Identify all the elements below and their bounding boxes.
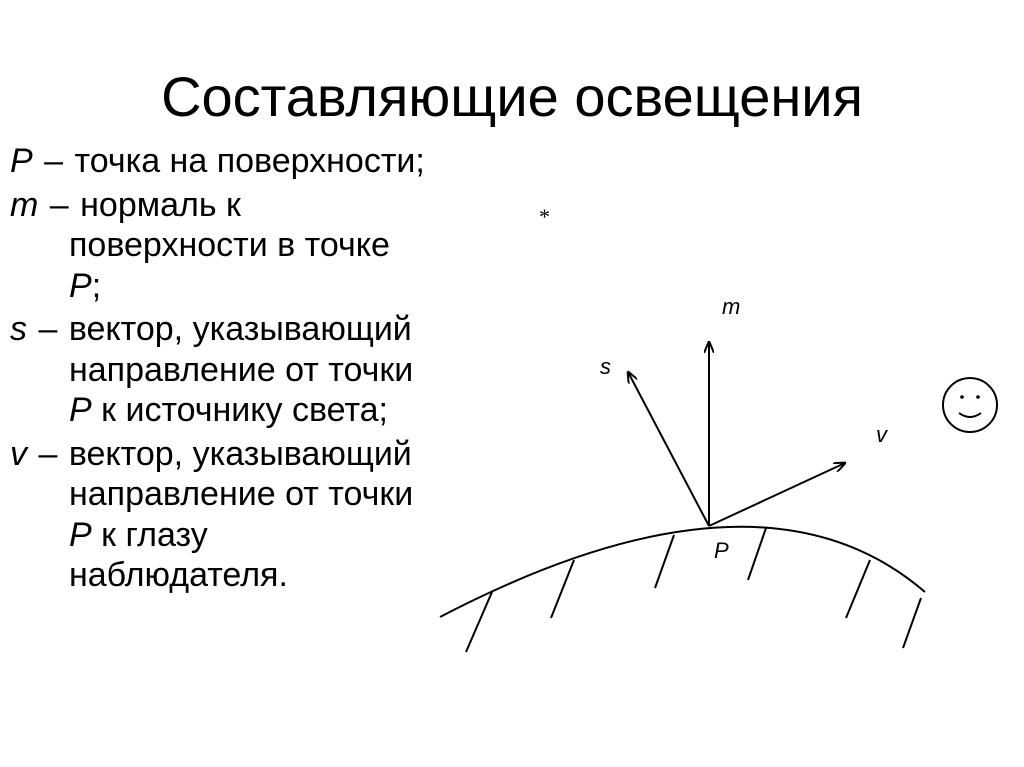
definition-m-text: нормаль к поверхности в точке (69, 185, 390, 264)
hatch-mark (551, 560, 574, 618)
hatch-mark (903, 598, 921, 648)
label-m: m (722, 294, 741, 319)
dash: – (49, 185, 69, 224)
symbol-p-inline: P (69, 391, 92, 429)
asterisk-light-source-icon: * (539, 204, 550, 229)
smiley-face-icon (943, 378, 997, 432)
light-vector-s (628, 372, 709, 526)
slide-title: Составляющие освещения (161, 65, 863, 128)
hatch-mark (846, 560, 870, 618)
symbol-p-inline: P (69, 266, 92, 305)
dash: – (44, 142, 64, 180)
smiley-eye-left (960, 395, 964, 399)
symbol-s: s (10, 310, 27, 348)
definition-s-after: к источнику света; (101, 391, 388, 429)
definition-s-text: вектор, указывающий направление от точки (68, 310, 414, 389)
label-p: P (714, 538, 729, 563)
hatch-mark (655, 535, 674, 588)
symbol-v: v (10, 434, 27, 473)
label-v: v (876, 422, 887, 447)
hatch-mark (748, 528, 766, 580)
dash: – (38, 310, 58, 348)
symbol-m: m (10, 185, 39, 224)
view-vector-v (709, 463, 845, 526)
smiley-eye-right (976, 395, 980, 399)
label-s: s (600, 354, 611, 379)
definition-v-text: вектор, указывающий направление от точки (68, 434, 414, 513)
symbol-p: P (10, 142, 33, 180)
smiley-face-outline (943, 378, 997, 432)
dash: – (38, 434, 58, 473)
definition-m-tail: ; (91, 266, 102, 305)
smiley-mouth (959, 413, 981, 417)
definition-v-after: к глазу наблюдателя. (69, 515, 288, 594)
definition-p-text: точка на поверхности; (74, 142, 425, 180)
symbol-p-inline: P (69, 515, 92, 554)
